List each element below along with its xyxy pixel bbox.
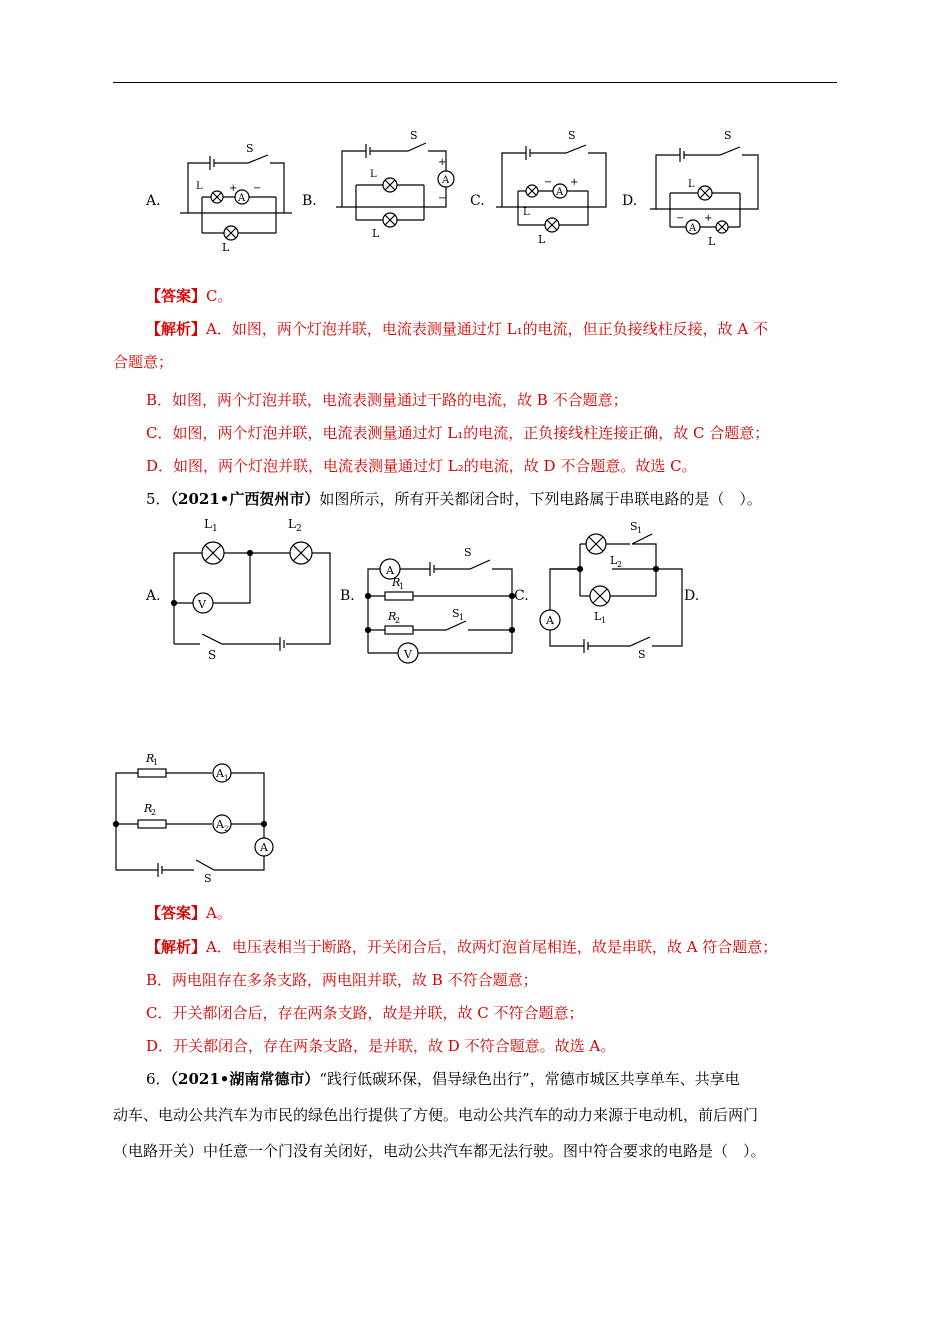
q4-option-c-label: C. xyxy=(470,193,485,209)
svg-text:+: + xyxy=(704,213,713,224)
q4-analysis-tag: 【解析】 xyxy=(146,320,207,338)
q4-answer-value: C。 xyxy=(206,287,233,305)
svg-text:1: 1 xyxy=(399,582,405,591)
svg-text:1: 1 xyxy=(459,613,465,622)
q5-answer-tag: 【答案】 xyxy=(146,904,207,922)
svg-text:2: 2 xyxy=(296,524,302,534)
svg-text:S: S xyxy=(630,520,638,533)
svg-text:1: 1 xyxy=(601,616,607,625)
svg-text:L: L xyxy=(372,227,380,240)
q5-answer xyxy=(146,903,232,923)
q4-circuit-d xyxy=(650,129,758,248)
q4-circuit-a xyxy=(180,142,292,254)
q4-analysis-c: C．如图，两个灯泡并联，电流表测量通过灯 L₁的电流，正负接线柱连接正确，故 C 合题意； xyxy=(146,424,770,442)
svg-text:A: A xyxy=(556,187,564,198)
svg-text:L: L xyxy=(196,181,203,192)
svg-text:S: S xyxy=(464,546,472,559)
svg-text:A: A xyxy=(216,767,224,780)
q5-circuit-c xyxy=(540,520,699,661)
svg-text:R: R xyxy=(144,802,153,815)
q4-circuit-b xyxy=(336,129,454,240)
svg-text:+: + xyxy=(570,177,579,188)
q5-number: 5． xyxy=(146,490,171,508)
svg-text:1: 1 xyxy=(212,524,218,534)
svg-text:A: A xyxy=(689,223,697,234)
q5-source: （2021•广西贺州市） xyxy=(170,490,320,508)
svg-text:S: S xyxy=(452,607,460,620)
header-rule xyxy=(113,82,837,83)
q5-option-c-label: C. xyxy=(514,588,529,604)
svg-text:L: L xyxy=(538,233,546,246)
q4-answer-tag: 【答案】 xyxy=(146,287,207,305)
svg-text:−: − xyxy=(544,177,553,188)
svg-text:2: 2 xyxy=(395,616,401,625)
q6-stem-line2: 动车、电动公共汽车为市民的绿色出行提供了方便。电动公共汽车的动力来源于电动机，前后两门 xyxy=(113,1106,759,1124)
q4-option-b-label: B. xyxy=(302,193,317,209)
q5-extra-circuit xyxy=(108,748,278,883)
q4-option-d-label: D. xyxy=(622,193,638,209)
q6-number: 6． xyxy=(146,1070,171,1088)
q5-circuit-figures xyxy=(140,516,720,666)
svg-text:S: S xyxy=(246,142,254,155)
svg-text:L: L xyxy=(204,517,212,531)
svg-text:R: R xyxy=(388,610,397,623)
svg-text:A: A xyxy=(260,841,268,854)
q5-analysis-d: D．开关都闭合，存在两条支路，是并联，故 D 不符合题意。故选 A。 xyxy=(146,1037,616,1055)
q4-analysis-a-line2: 合题意； xyxy=(113,353,174,371)
svg-text:A: A xyxy=(216,818,224,831)
q5-answer-value: A。 xyxy=(206,904,232,922)
svg-text:−: − xyxy=(253,183,262,194)
q4-analysis-b: B．如图，两个灯泡并联，电流表测量通过干路的电流，故 B 不合题意； xyxy=(146,391,628,409)
svg-text:1: 1 xyxy=(637,526,643,535)
svg-text:S: S xyxy=(638,648,646,661)
q4-circuit-figures xyxy=(140,125,780,255)
q5-question: 如图所示，所有开关都闭合时，下列电路属于串联电路的是（ ）。 xyxy=(319,490,762,508)
q5-circuit-b xyxy=(366,546,529,663)
svg-text:A: A xyxy=(238,193,246,204)
q5-analysis-tag: 【解析】 xyxy=(146,938,207,956)
q6-stem-line1: 6．（2021•湖南常德市）“践行低碳环保，倡导绿色出行”，常德市城区共享单车、共享电 xyxy=(146,1070,740,1088)
svg-text:L: L xyxy=(222,241,230,254)
svg-text:L: L xyxy=(688,179,695,190)
svg-text:R: R xyxy=(146,752,155,765)
svg-text:R: R xyxy=(392,576,401,589)
svg-text:V: V xyxy=(198,598,206,611)
svg-text:L: L xyxy=(708,235,716,248)
q4-option-a-label: A. xyxy=(146,193,161,209)
q5-option-b-label: B. xyxy=(340,588,355,604)
q5-analysis-a: 【解析】A．电压表相当于断路，开关闭合后，故两灯泡首尾相连，故是串联，故 A 符合题意； xyxy=(146,938,778,956)
svg-text:L: L xyxy=(288,517,296,531)
svg-text:L: L xyxy=(610,554,618,567)
svg-text:S: S xyxy=(724,129,732,142)
svg-text:L: L xyxy=(523,207,530,218)
q5-circuit-a xyxy=(172,517,331,662)
svg-text:S: S xyxy=(204,872,212,883)
svg-text:V: V xyxy=(404,648,412,661)
svg-text:−: − xyxy=(676,213,685,224)
svg-text:S: S xyxy=(568,129,576,142)
q5-option-a-label: A. xyxy=(146,588,161,604)
q4-circuit-c xyxy=(496,129,606,246)
q6-stem-line3: （电路开关）中任意一个门没有关闭好，电动公共汽车都无法行驶。图中符合要求的电路是（ ）。 xyxy=(113,1142,766,1160)
q4-analysis-d: D．如图，两个灯泡并联，电流表测量通过灯 L₂的电流，故 D 不合题意。故选 C。 xyxy=(146,457,697,475)
svg-text:2: 2 xyxy=(617,560,623,569)
svg-text:2: 2 xyxy=(151,808,157,817)
svg-text:L: L xyxy=(370,169,377,180)
svg-text:+: + xyxy=(229,183,238,194)
q5-stem xyxy=(146,489,762,509)
q5-option-d-label: D. xyxy=(684,588,700,604)
svg-text:A: A xyxy=(442,175,450,186)
svg-text:−: − xyxy=(438,193,447,204)
svg-text:2: 2 xyxy=(224,825,229,833)
svg-text:1: 1 xyxy=(224,774,229,782)
svg-text:A: A xyxy=(386,564,394,577)
q4-analysis-a-line1: 【解析】A．如图，两个灯泡并联，电流表测量通过灯 L₁的电流，但正负接线柱反接，故 A 不 xyxy=(146,320,768,338)
q4-answer xyxy=(146,286,233,306)
svg-text:+: + xyxy=(438,157,447,168)
svg-text:S: S xyxy=(208,648,217,662)
q6-source: （2021•湖南常德市） xyxy=(170,1070,320,1088)
q5-analysis-c: C．开关都闭合后，存在两条支路，故是并联，故 C 不符合题意； xyxy=(146,1004,584,1022)
svg-text:S: S xyxy=(410,129,418,142)
svg-text:1: 1 xyxy=(153,758,159,767)
q5-analysis-b: B．两电阻存在多条支路，两电阻并联，故 B 不符合题意； xyxy=(146,971,538,989)
svg-text:L: L xyxy=(594,610,602,623)
svg-text:A: A xyxy=(546,614,554,627)
